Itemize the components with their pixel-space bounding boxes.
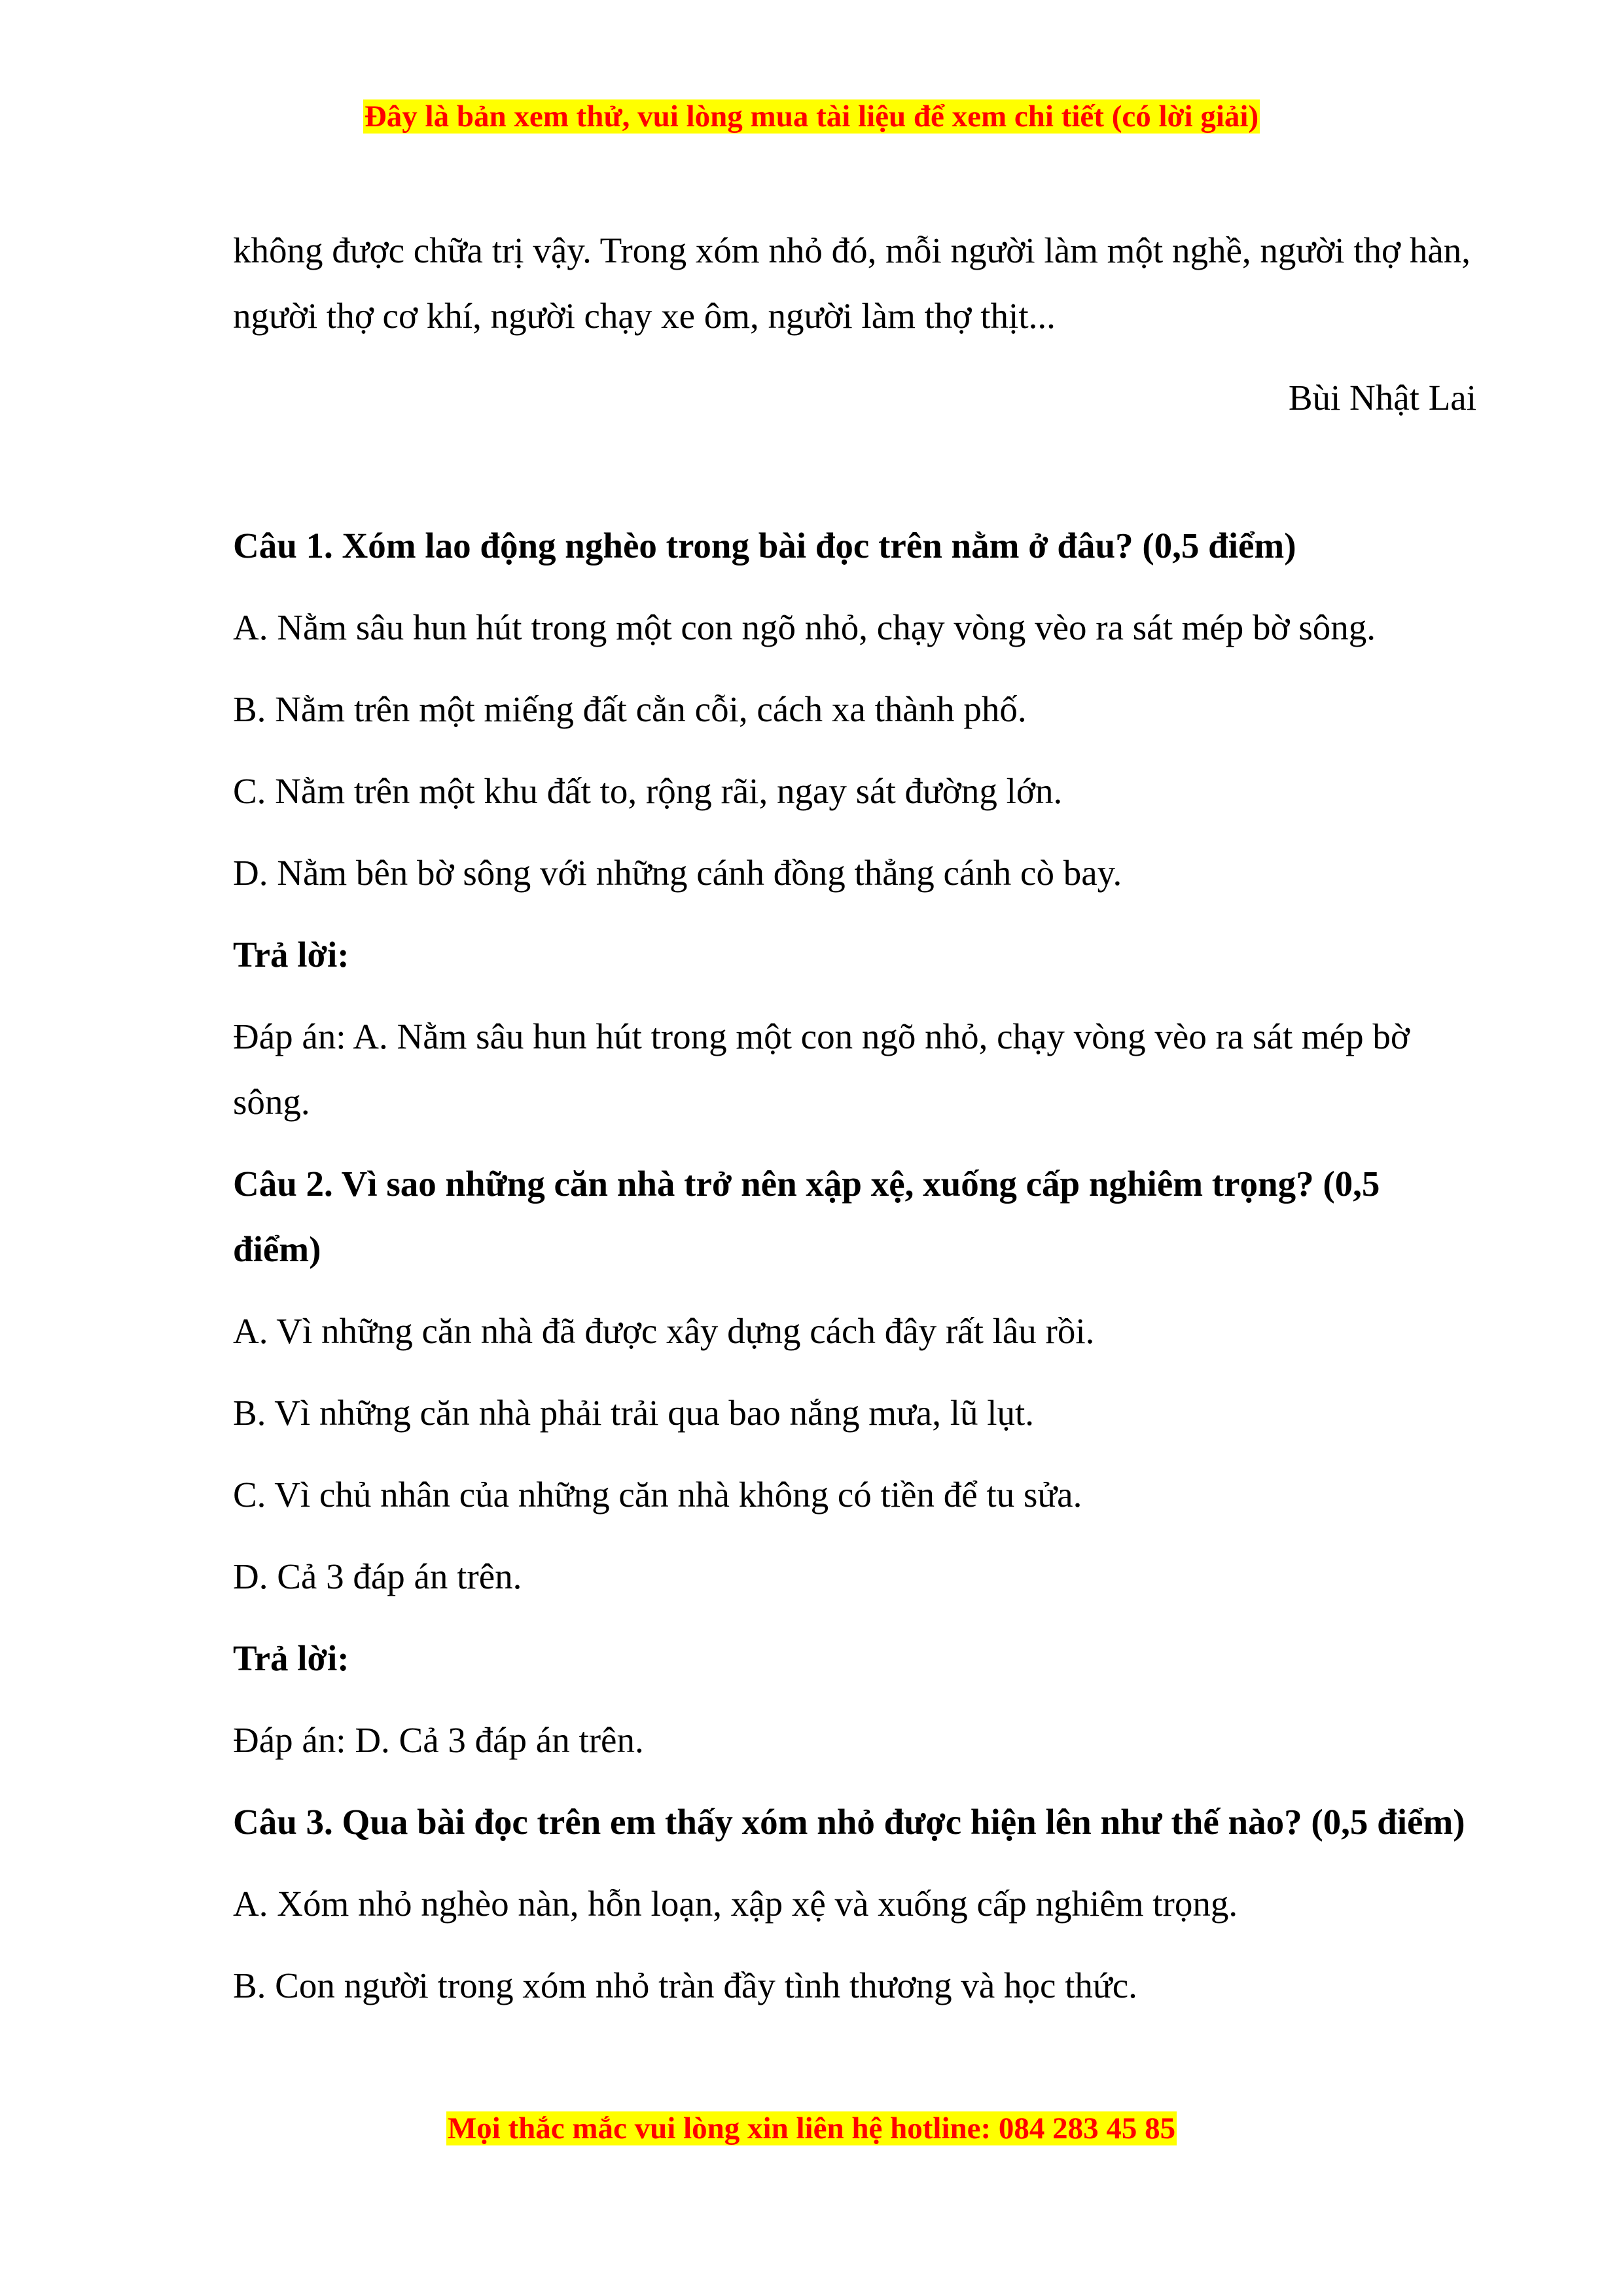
question-1-option-c: C. Nằm trên một khu đất to, rộng rãi, ngay sát đường lớn. [233,771,1063,811]
question-1-answer-label: Trả lời: [233,935,349,975]
question-1-option-d: D. Nằm bên bờ sông với những cánh đồng thẳng cánh cò bay. [233,853,1122,893]
question-2-answer-label: Trả lời: [233,1638,349,1678]
question-2-option-a: A. Vì những căn nhà đã được xây dựng cách đây rất lâu rồi. [233,1311,1095,1351]
question-3-option-a: A. Xóm nhỏ nghèo nàn, hỗn loạn, xập xệ và xuống cấp nghiêm trọng. [233,1884,1238,1924]
question-2-title: Câu 2. Vì sao những căn nhà trở nên xập xệ, xuống cấp nghiêm trọng? (0,5 điểm) [233,1164,1380,1269]
question-1-option-b: B. Nằm trên một miếng đất cằn cỗi, cách xa thành phố. [233,689,1027,729]
question-2-answer: Đáp án: D. Cả 3 đáp án trên. [233,1720,644,1760]
question-2-option-c: C. Vì chủ nhân của những căn nhà không có tiền để tu sửa. [233,1475,1082,1515]
preview-notice-banner [0,97,1623,136]
passage-text: không được chữa trị vậy. Trong xóm nhỏ đó, mỗi người làm một nghề, người thợ hàn, người thợ cơ khí, người chạy xe ôm, người làm thợ thịt... [233,230,1471,336]
document-body [233,218,1476,2035]
passage-author: Bùi Nhật Lai [1288,378,1476,418]
question-1-title: Câu 1. Xóm lao động nghèo trong bài đọc trên nằm ở đâu? (0,5 điểm) [233,526,1296,565]
question-1-option-a: A. Nằm sâu hun hút trong một con ngõ nhỏ, chạy vòng vèo ra sát mép bờ sông. [233,607,1376,647]
question-1-answer: Đáp án: A. Nằm sâu hun hút trong một con ngõ nhỏ, chạy vòng vèo ra sát mép bờ sông. [233,1016,1410,1122]
hotline-notice-banner [0,2109,1623,2148]
question-2-option-d: D. Cả 3 đáp án trên. [233,1556,522,1596]
preview-notice-text: Đây là bản xem thử, vui lòng mua tài liệu để xem chi tiết (có lời giải) [364,99,1259,134]
question-2-option-b: B. Vì những căn nhà phải trải qua bao nắng mưa, lũ lụt. [233,1393,1035,1433]
question-3-title: Câu 3. Qua bài đọc trên em thấy xóm nhỏ được hiện lên như thế nào? (0,5 điểm) [233,1802,1465,1842]
hotline-notice-text: Mọi thắc mắc vui lòng xin liên hệ hotline: 084 283 45 85 [447,2111,1176,2145]
question-3-option-b: B. Con người trong xóm nhỏ tràn đầy tình thương và học thức. [233,1965,1137,2005]
